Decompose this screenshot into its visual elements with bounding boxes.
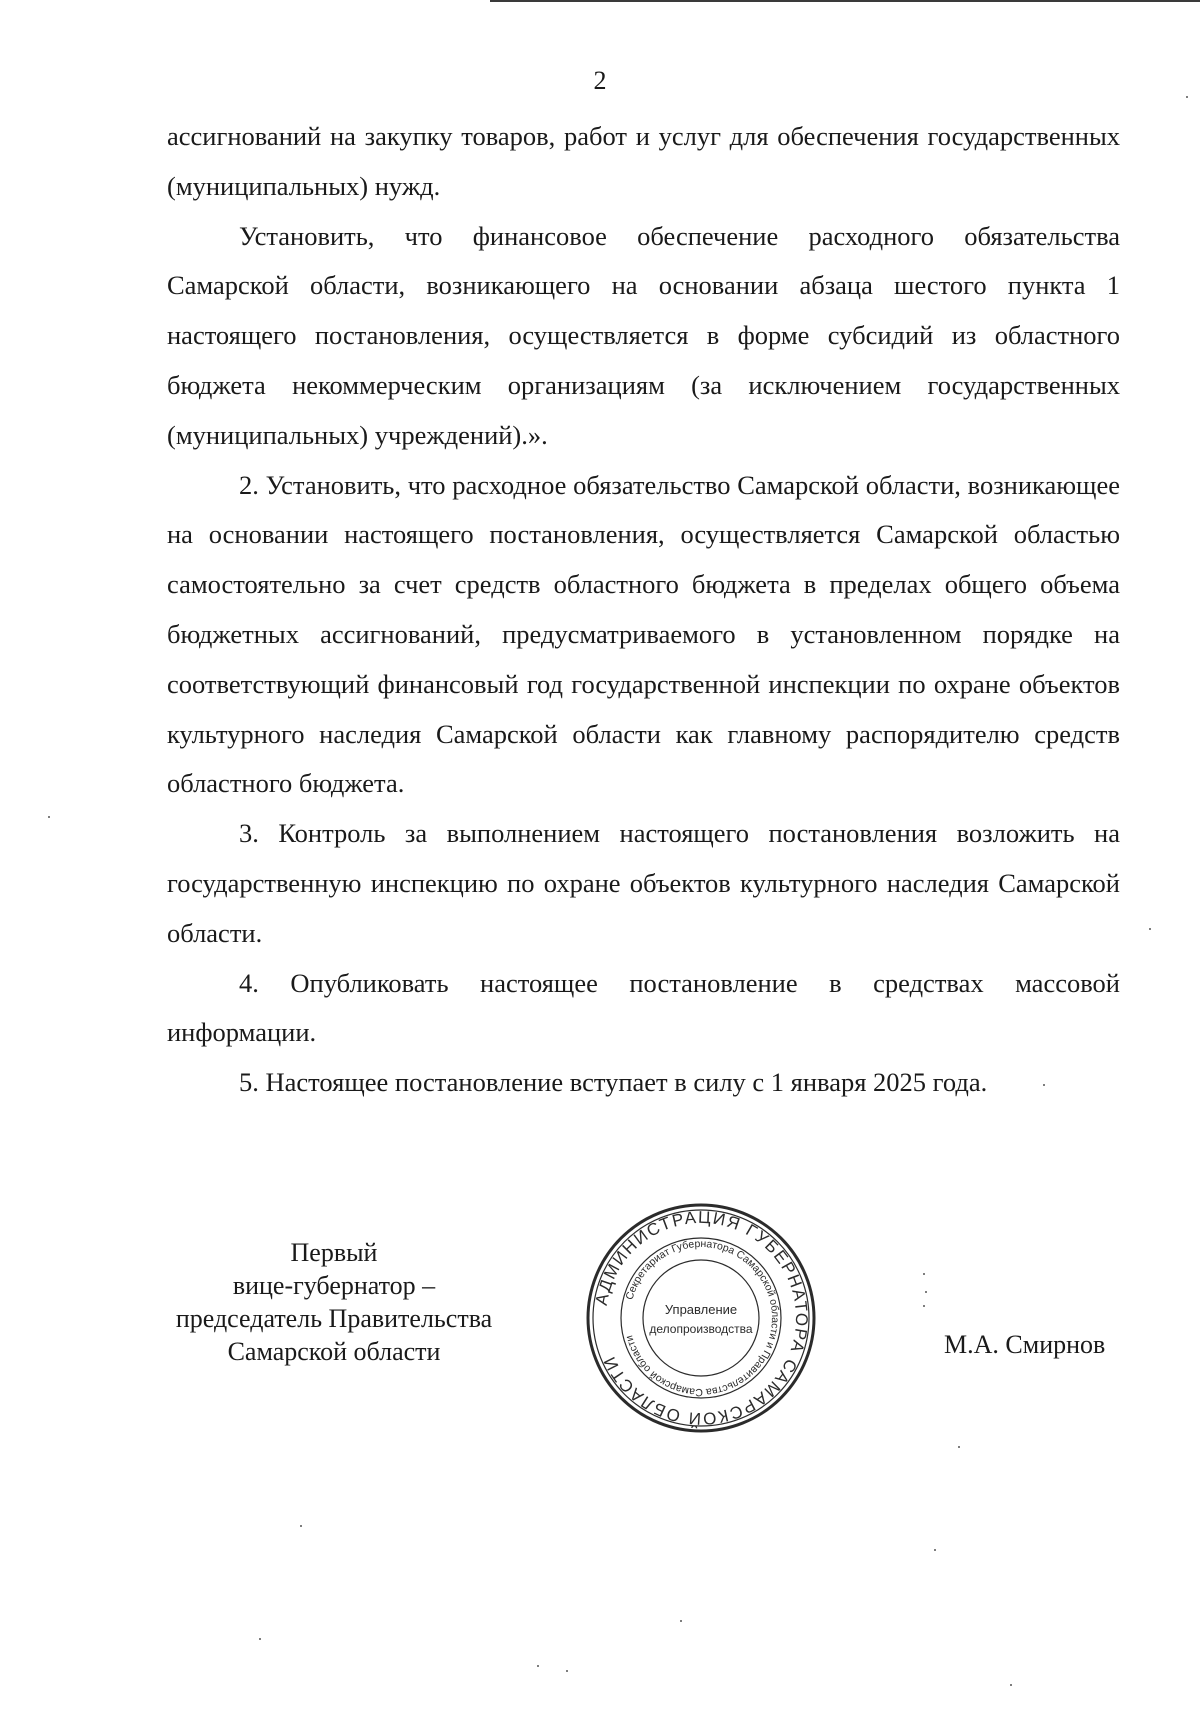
position-line: Первый <box>290 1238 378 1267</box>
scan-speck <box>1010 1684 1012 1686</box>
paragraph-financing: Установить, что финансовое обеспечение расходного обязательства Самарской области, возникающего на основании абзаца шестого пункта 1 настоящего постановления, осуществляется в форме субсидий из областного бюджета некоммерческим организациям (за исключением государственных (муниципальных) учреждений).». <box>167 220 1120 450</box>
scan-speck <box>1149 928 1151 930</box>
scan-speck <box>300 1525 302 1527</box>
paragraph-item-2: 2. Установить, что расходное обязательство Самарской области, возникающее на основании настоящего постановления, осуществляется Самарской областью самостоятельно за счет средств областного бюджета в пределах общего объема бюджетных ассигнований, предусматриваемого в установленном порядке на соответствующий финансовый год государственной инспекции по охране объектов культурного наследия Самарской области как главному распорядителю средств областного бюджета. <box>167 469 1120 799</box>
scan-speck <box>923 1273 925 1275</box>
scan-speck <box>1043 1084 1045 1086</box>
paragraph-continuation: ассигнований на закупку товаров, работ и услуг для обеспечения государственных (муниципальных) нужд. <box>167 121 1120 201</box>
paragraph-item-5: 5. Настоящее постановление вступает в силу с 1 января 2025 года. <box>239 1067 988 1098</box>
scan-speck <box>925 1291 927 1293</box>
scan-speck <box>48 816 50 818</box>
page-number: 2 <box>593 66 607 95</box>
seal-outer-text: АДМИНИСТРАЦИЯ ГУБЕРНАТОРА САМАРСКОЙ ОБЛАСТИ <box>591 1207 812 1429</box>
scan-speck <box>923 1305 925 1307</box>
scan-speck <box>958 1446 960 1448</box>
signatory-name: М.А. Смирнов <box>944 1330 1106 1359</box>
position-line: председатель Правительства <box>175 1304 493 1333</box>
official-seal-stamp <box>585 1202 817 1434</box>
scan-speck <box>934 1549 936 1551</box>
scan-speck <box>680 1620 682 1622</box>
paragraph-item-3: 3. Контроль за выполнением настоящего постановления возложить на государственную инспекцию по охране объектов культурного наследия Самарской области. <box>167 818 1120 948</box>
scan-speck <box>566 1670 568 1672</box>
seal-center-line: Управление <box>664 1302 738 1317</box>
scan-speck <box>259 1638 261 1640</box>
seal-inner-text: Секретариат Губернатора Самарской области и Правительства Самарской области <box>623 1237 782 1399</box>
svg-text:Секретариат Губернатора Самарс <box>623 1238 781 1398</box>
scan-border-line <box>490 0 1200 2</box>
document-body <box>167 112 1120 1108</box>
paragraph-item-4: 4. Опубликовать настоящее постановление в средствах массовой информации. <box>167 967 1120 1048</box>
position-line: вице-губернатор – <box>232 1271 436 1300</box>
signatory-position <box>150 1236 518 1368</box>
scan-speck <box>1186 96 1188 98</box>
position-line: Самарской области <box>227 1337 441 1366</box>
seal-center-line: делопроизводства <box>649 1322 753 1336</box>
scan-speck <box>537 1665 539 1667</box>
